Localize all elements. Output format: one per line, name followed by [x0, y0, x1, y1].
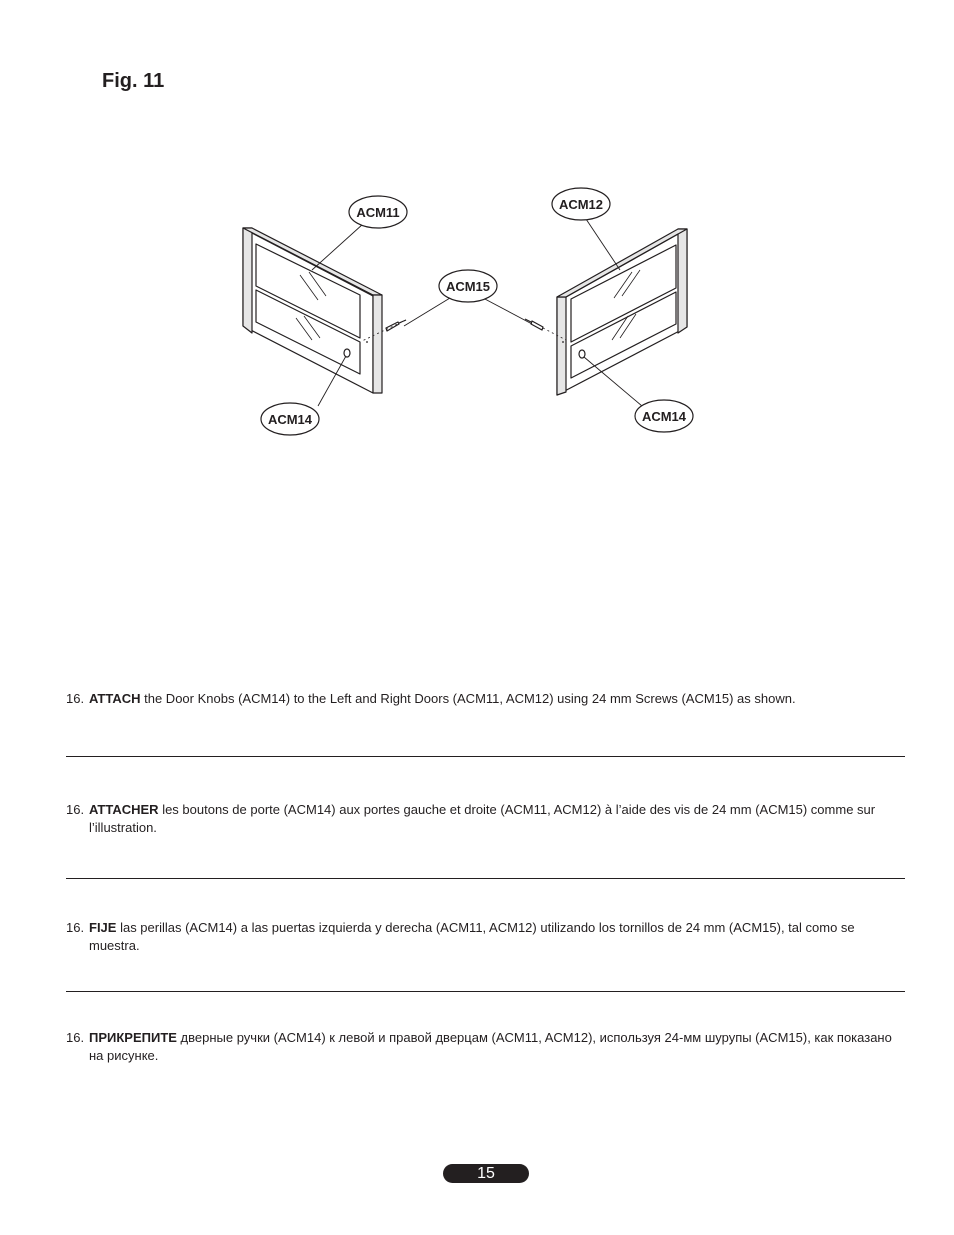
step-number: 16. — [66, 691, 85, 706]
section-divider — [66, 756, 905, 757]
instruction-french — [66, 801, 904, 837]
step-text: les boutons de porte (ACM14) aux portes gauche et droite (ACM11, ACM12) à l’aide des vis de 24 mm (ACM15) comme sur l’illustration. — [89, 802, 876, 835]
page-number: 15 — [443, 1164, 529, 1183]
section-divider — [66, 991, 905, 992]
section-divider — [66, 878, 905, 879]
figure-title: Fig. 11 — [102, 70, 165, 92]
step-number: 16. — [66, 920, 85, 935]
assembly-diagram — [0, 0, 954, 470]
instruction-spanish — [66, 919, 904, 955]
callout-acm11: ACM11 — [356, 205, 400, 220]
callout-acm15: ACM15 — [445, 279, 491, 294]
right-door-acm12 — [557, 229, 687, 395]
step-text: дверные ручки (ACM14) к левой и правой дверцам (ACM11, ACM12), используя 24-мм шурупы (ACM15), как показано на рисунке. — [89, 1030, 892, 1063]
step-text: las perillas (ACM14) a las puertas izquierda y derecha (ACM11, ACM12) utilizando los tornillos de 24 mm (ACM15), tal como se muestra. — [89, 920, 855, 953]
step-verb: ATTACHER — [89, 802, 159, 817]
step-verb: ПРИКРЕПИТЕ — [89, 1030, 177, 1045]
step-text: the Door Knobs (ACM14) to the Left and Right Doors (ACM11, ACM12) using 24 mm Screws (ACM15) as shown. — [140, 691, 796, 706]
callout-acm14-right: ACM14 — [641, 409, 687, 424]
instruction-english — [66, 690, 904, 708]
instruction-russian — [66, 1029, 904, 1065]
step-number: 16. — [66, 1030, 85, 1045]
step-verb: FIJE — [89, 920, 117, 935]
step-number: 16. — [66, 802, 85, 817]
callout-acm14-left: ACM14 — [267, 412, 313, 427]
callout-acm12: ACM12 — [558, 197, 604, 212]
left-door-acm11 — [243, 228, 382, 393]
step-verb: ATTACH — [89, 691, 141, 706]
